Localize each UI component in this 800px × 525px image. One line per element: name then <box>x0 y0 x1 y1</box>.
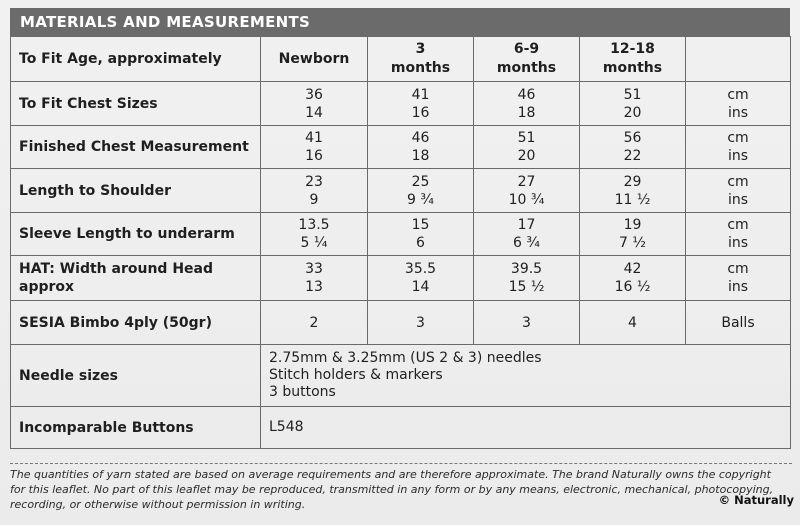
copyright-notice <box>10 463 792 512</box>
value-cell <box>580 169 686 213</box>
value-ins: 16 <box>411 104 430 121</box>
value-ins: 10 ¾ <box>508 191 545 208</box>
value-ins: 14 <box>411 279 430 295</box>
table-row <box>11 82 791 126</box>
unit-cell <box>686 82 791 126</box>
value-cm: 25 <box>411 173 430 190</box>
value-cell <box>580 301 686 345</box>
value-cm: 33 <box>305 261 323 277</box>
value-cm: 15 <box>411 217 430 233</box>
age-row <box>11 37 791 82</box>
column-header-12-18-months <box>580 37 686 82</box>
unit-cell <box>686 126 791 169</box>
column-header-line: months <box>390 60 451 76</box>
value-ins: 9 ¾ <box>407 191 434 208</box>
value-ins: 6 ¾ <box>513 235 540 251</box>
column-header-line: 3 <box>415 41 426 57</box>
value-cell <box>474 213 580 256</box>
value-ins: 16 <box>305 148 323 164</box>
value-cm: 46 <box>411 130 430 146</box>
value-cell <box>580 256 686 301</box>
unit-label: cm <box>727 86 749 103</box>
value-ins: 6 <box>416 235 425 251</box>
value-cell <box>474 126 580 169</box>
needles-line: Stitch holders & markers <box>269 367 443 383</box>
row-label-line: approx <box>19 279 75 295</box>
unit-label: Balls <box>721 314 755 331</box>
value-cell <box>261 301 368 345</box>
value-ins: 11 ½ <box>614 191 651 208</box>
column-header-line: Newborn <box>278 50 350 67</box>
table-row <box>11 169 791 213</box>
row-label: To Fit Age, approximately <box>11 37 261 82</box>
unit-label: cm <box>727 173 749 190</box>
unit-label: ins <box>727 279 749 295</box>
value-ins: 13 <box>305 279 323 295</box>
value-cm: 39.5 <box>510 261 543 277</box>
measurements-table <box>10 36 791 449</box>
value-cm: 46 <box>517 86 536 103</box>
value-cm: 36 <box>305 86 323 103</box>
footer-line: for this leaflet. No part of this leaflet may be reproduced, transmitted in any form or by any means, electronic, mechanical, photocopying, <box>10 483 774 496</box>
value-ins: 14 <box>305 104 323 121</box>
row-label <box>11 256 261 301</box>
footer-line: recording, or otherwise without permission in writing. <box>10 498 306 511</box>
unit-label: cm <box>727 217 749 233</box>
value-ins: 7 ½ <box>619 235 646 251</box>
unit-cell <box>686 169 791 213</box>
row-label: Length to Shoulder <box>11 169 261 213</box>
value-cm: 42 <box>623 261 642 277</box>
table-row <box>11 256 791 301</box>
value-ins: 5 ¼ <box>300 235 328 251</box>
value-cm: 17 <box>517 217 536 233</box>
value-cell <box>368 82 474 126</box>
row-label: Finished Chest Measurement <box>11 126 261 169</box>
value-cell <box>261 256 368 301</box>
needles-line: 2.75mm & 3.25mm (US 2 & 3) needles <box>269 350 542 366</box>
value-cell <box>368 213 474 256</box>
column-header-6-9-months <box>474 37 580 82</box>
needles-row <box>11 345 791 407</box>
value-ins: 9 <box>309 191 319 208</box>
unit-label: cm <box>727 261 749 277</box>
value-cell <box>474 301 580 345</box>
column-header-line: 6-9 <box>513 41 540 57</box>
value-cm: 51 <box>517 130 536 146</box>
table-row <box>11 301 791 345</box>
value-ins: 18 <box>517 104 536 121</box>
unit-cell <box>686 301 791 345</box>
buttons-row <box>11 407 791 449</box>
value-cell <box>474 169 580 213</box>
value-cell <box>368 126 474 169</box>
column-header-line: months <box>496 60 557 76</box>
value-cell <box>261 213 368 256</box>
brand-copyright: © Naturally <box>718 493 794 507</box>
value-cm: 19 <box>623 217 642 233</box>
row-label-line: HAT: Width around Head <box>19 261 213 277</box>
value-cell <box>580 82 686 126</box>
value-cell <box>474 82 580 126</box>
unit-cell <box>686 213 791 256</box>
column-header-3-months <box>368 37 474 82</box>
value-cell <box>261 169 368 213</box>
value-cell <box>368 169 474 213</box>
unit-label: ins <box>727 104 749 121</box>
value-cell <box>368 256 474 301</box>
section-header: MATERIALS AND MEASUREMENTS <box>10 8 790 36</box>
unit-label: ins <box>727 191 749 208</box>
unit-header-empty <box>686 37 791 82</box>
unit-cell <box>686 256 791 301</box>
value-cm: 41 <box>411 86 430 103</box>
value-cm: 41 <box>305 130 323 146</box>
value-cell <box>580 126 686 169</box>
value-cell <box>261 82 368 126</box>
column-header-line: months <box>602 60 663 76</box>
value-cell <box>368 301 474 345</box>
footer-line: The quantities of yarn stated are based on average requirements and are therefore approximate. The brand Naturally owns the copyright <box>10 468 771 481</box>
value-cm: 56 <box>623 130 642 146</box>
column-header-newborn <box>261 37 368 82</box>
table-row <box>11 126 791 169</box>
value-ins: 15 ½ <box>508 279 545 295</box>
row-label: Needle sizes <box>11 345 261 407</box>
needles-line: 3 buttons <box>269 384 336 400</box>
ball-count: 4 <box>628 314 637 331</box>
value-ins: 18 <box>411 148 430 164</box>
value-cell <box>261 126 368 169</box>
value-cell <box>580 213 686 256</box>
value-cm: 13.5 <box>298 217 330 233</box>
value-ins: 16 ½ <box>614 279 651 295</box>
row-label: SESIA Bimbo 4ply (50gr) <box>11 301 261 345</box>
buttons-code: L548 <box>261 407 791 449</box>
table-row <box>11 213 791 256</box>
needles-details <box>261 345 791 407</box>
value-cm: 51 <box>623 86 642 103</box>
ball-count: 3 <box>416 314 425 331</box>
row-label: Incomparable Buttons <box>11 407 261 449</box>
value-ins: 20 <box>517 148 536 164</box>
row-label: To Fit Chest Sizes <box>11 82 261 126</box>
value-cm: 29 <box>623 173 642 190</box>
unit-label: ins <box>727 148 749 164</box>
value-ins: 20 <box>623 104 642 121</box>
unit-label: ins <box>727 235 749 251</box>
value-cm: 23 <box>305 173 323 190</box>
unit-label: cm <box>727 130 749 146</box>
ball-count: 2 <box>309 314 319 331</box>
value-cm: 35.5 <box>404 261 437 277</box>
row-label: Sleeve Length to underarm <box>11 213 261 256</box>
value-cm: 27 <box>517 173 536 190</box>
value-ins: 22 <box>623 148 642 164</box>
ball-count: 3 <box>522 314 531 331</box>
column-header-line: 12-18 <box>610 41 655 57</box>
value-cell <box>474 256 580 301</box>
